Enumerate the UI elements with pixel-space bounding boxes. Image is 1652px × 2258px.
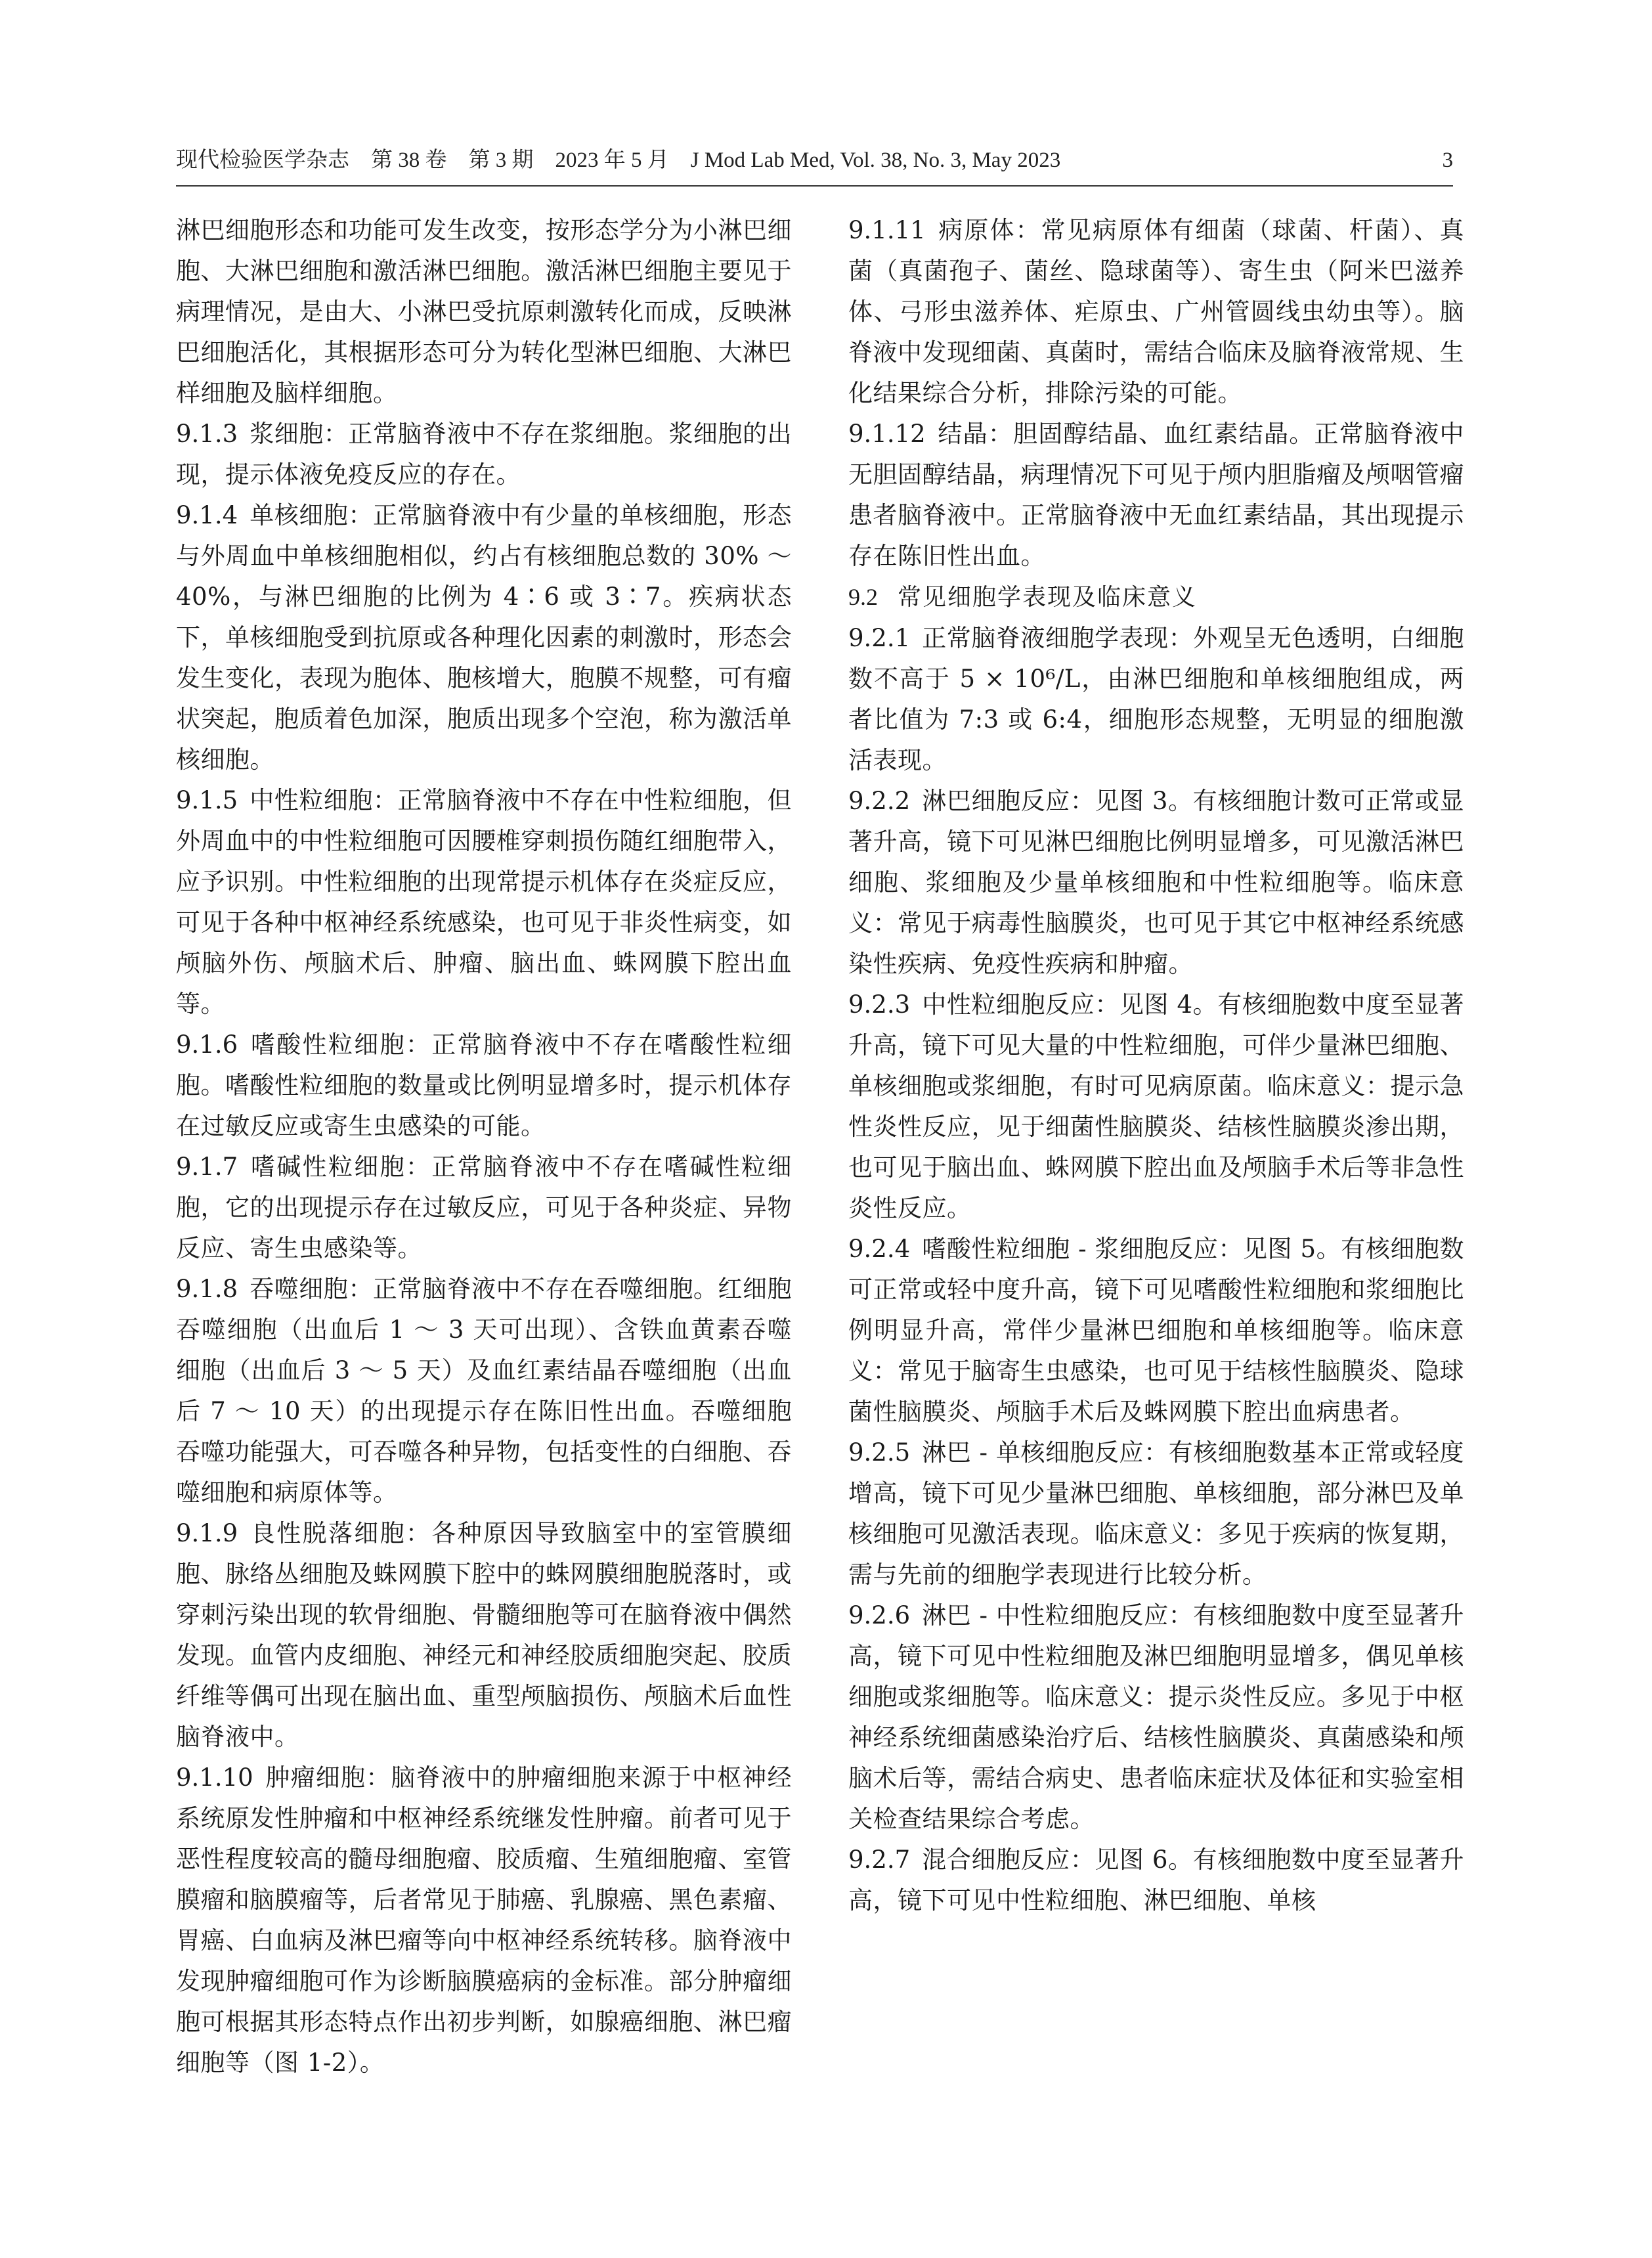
section-number: 9.2.3 — [848, 990, 911, 1019]
paragraph-text: 浆细胞：正常脑脊液中不存在浆细胞。浆细胞的出现，提示体液免疫反应的存在。 — [176, 420, 792, 489]
section-number: 9.1.9 — [176, 1519, 238, 1547]
paragraph-9-1-8 — [176, 1269, 792, 1513]
paragraph-text: 淋巴细胞形态和功能可发生改变，按形态学分为小淋巴细胞、大淋巴细胞和激活淋巴细胞。激活淋巴细胞主要见于病理情况，是由大、小淋巴受抗原刺激转化而成，反映淋巴细胞活化，其根据形态可分为转化型淋巴细胞、大淋巴样细胞及脑样细胞。 — [176, 216, 792, 407]
section-number: 9.1.4 — [176, 501, 238, 529]
paragraph-text: 淋巴 - 中性粒细胞反应：有核细胞数中度至显著升高，镜下可见中性粒细胞及淋巴细胞明显增多，偶见单核细胞或浆细胞等。临床意义：提示炎性反应。多见于中枢神经系统细菌感染治疗后、结核性脑膜炎、真菌感染和颅脑术后等，需结合病史、患者临床症状及体征和实验室相关检查结果综合考虑。 — [848, 1601, 1464, 1833]
paragraph-9-1-12 — [848, 414, 1464, 577]
paragraph-9-2-4 — [848, 1229, 1464, 1432]
section-number: 9.2.4 — [848, 1235, 911, 1263]
section-number: 9.1.6 — [176, 1030, 238, 1059]
paragraph-text: 混合细胞反应：见图 6。有核细胞数中度至显著升高，镜下可见中性粒细胞、淋巴细胞、单核 — [848, 1846, 1464, 1915]
paragraph-text: 肿瘤细胞：脑脊液中的肿瘤细胞来源于中枢神经系统原发性肿瘤和中枢神经系统继发性肿瘤。前者可见于恶性程度较高的髓母细胞瘤、胶质瘤、生殖细胞瘤、室管膜瘤和脑膜瘤等，后者常见于肺癌、乳腺癌、黑色素瘤、胃癌、白血病及淋巴瘤等向中枢神经系统转移。脑脊液中发现肿瘤细胞可作为诊断脑膜癌病的金标准。部分肿瘤细胞可根据其形态特点作出初步判断，如腺癌细胞、淋巴瘤细胞等（图 1-2）。 — [176, 1763, 792, 2077]
section-number: 9.2.5 — [848, 1438, 911, 1467]
paragraph-9-1-6 — [176, 1025, 792, 1147]
paragraph-9-1-7 — [176, 1147, 792, 1269]
paragraph-text: 嗜酸性粒细胞：正常脑脊液中不存在嗜酸性粒细胞。嗜酸性粒细胞的数量或比例明显增多时，提示机体存在过敏反应或寄生虫感染的可能。 — [176, 1030, 792, 1140]
paragraph-9-2-1 — [848, 618, 1464, 781]
paragraph-9-2-5 — [848, 1432, 1464, 1595]
paragraph-text: 淋巴 - 单核细胞反应：有核细胞数基本正常或轻度增高，镜下可见少量淋巴细胞、单核细胞，部分淋巴及单核细胞可见激活表现。临床意义：多见于疾病的恢复期，需与先前的细胞学表现进行比较分析。 — [848, 1438, 1464, 1589]
page-header — [176, 141, 1453, 180]
section-number: 9.1.11 — [848, 216, 926, 244]
paragraph-text: 结晶：胆固醇结晶、血红素结晶。正常脑脊液中无胆固醇结晶，病理情况下可见于颅内胆脂瘤及颅咽管瘤患者脑脊液中。正常脑脊液中无血红素结晶，其出现提示存在陈旧性出血。 — [848, 420, 1464, 570]
paragraph-text: 嗜碱性粒细胞：正常脑脊液中不存在嗜碱性粒细胞，它的出现提示存在过敏反应，可见于各种炎症、异物反应、寄生虫感染等。 — [176, 1153, 792, 1262]
section-number: 9.2 — [848, 584, 878, 610]
paragraph-9-1-11 — [848, 210, 1464, 414]
paragraph-text: 良性脱落细胞：各种原因导致脑室中的室管膜细胞、脉络丛细胞及蛛网膜下腔中的蛛网膜细胞脱落时，或穿刺污染出现的软骨细胞、骨髓细胞等可在脑脊液中偶然发现。血管内皮细胞、神经元和神经胶质细胞突起、胶质纤维等偶可出现在脑出血、重型颅脑损伤、颅脑术后血性脑脊液中。 — [176, 1519, 792, 1751]
paragraph-9-2-3 — [848, 985, 1464, 1229]
paragraph-text: 中性粒细胞反应：见图 4。有核细胞数中度至显著升高，镜下可见大量的中性粒细胞，可伴少量淋巴细胞、单核细胞或浆细胞，有时可见病原菌。临床意义：提示急性炎性反应，见于细菌性脑膜炎、结核性脑膜炎渗出期，也可见于脑出血、蛛网膜下腔出血及颅脑手术后等非急性炎性反应。 — [848, 990, 1464, 1222]
section-number: 9.1.8 — [176, 1275, 238, 1303]
paragraph-text: 中性粒细胞：正常脑脊液中不存在中性粒细胞，但外周血中的中性粒细胞可因腰椎穿刺损伤随红细胞带入，应予识别。中性粒细胞的出现常提示机体存在炎症反应，可见于各种中枢神经系统感染，也可见于非炎性病变，如颅脑外伤、颅脑术后、肿瘤、脑出血、蛛网膜下腔出血等。 — [176, 786, 792, 1018]
section-number: 9.1.10 — [176, 1763, 253, 1792]
right-column — [848, 210, 1464, 1921]
paragraph-text: 病原体：常见病原体有细菌（球菌、杆菌）、真菌（真菌孢子、菌丝、隐球菌等）、寄生虫（阿米巴滋养体、弓形虫滋养体、疟原虫、广州管圆线虫幼虫等）。脑脊液中发现细菌、真菌时，需结合临床及脑脊液常规、生化结果综合分析，排除污染的可能。 — [848, 216, 1464, 407]
section-number: 9.1.5 — [176, 786, 238, 814]
paragraph-lymphocyte-continued — [176, 210, 792, 414]
paragraph-text: 正常脑脊液细胞学表现：外观呈无色透明，白细胞数不高于 5 × 10⁶/L，由淋巴细胞和单核细胞组成，两者比值为 7:3 或 6:4，细胞形态规整，无明显的细胞激活表现。 — [848, 624, 1464, 774]
section-number: 9.1.7 — [176, 1153, 238, 1181]
paragraph-9-2-7 — [848, 1840, 1464, 1921]
section-number: 9.2.2 — [848, 787, 911, 815]
section-heading-text: 常见细胞学表现及临床意义 — [898, 584, 1198, 611]
section-number: 9.2.1 — [848, 624, 911, 652]
paragraph-9-1-4 — [176, 495, 792, 780]
paragraph-9-1-10 — [176, 1758, 792, 2083]
paragraph-text: 嗜酸性粒细胞 - 浆细胞反应：见图 5。有核细胞数可正常或轻中度升高，镜下可见嗜酸性粒细胞和浆细胞比例明显升高，常伴少量淋巴细胞和单核细胞等。临床意义：常见于脑寄生虫感染，也可见于结核性脑膜炎、隐球菌性脑膜炎、颅脑手术后及蛛网膜下腔出血病患者。 — [848, 1235, 1464, 1426]
paragraph-text: 吞噬细胞：正常脑脊液中不存在吞噬细胞。红细胞吞噬细胞（出血后 1 ～ 3 天可出现）、含铁血黄素吞噬细胞（出血后 3 ～ 5 天）及血红素结晶吞噬细胞（出血后 7 ～ 10 天）的出现提示存在陈旧性出血。吞噬细胞吞噬功能强大，可吞噬各种异物，包括变性的白细胞、吞噬细胞和病原体等。 — [176, 1275, 792, 1507]
paragraph-9-1-5 — [176, 780, 792, 1025]
paragraph-text: 淋巴细胞反应：见图 3。有核细胞计数可正常或显著升高，镜下可见淋巴细胞比例明显增多，可见激活淋巴细胞、浆细胞及少量单核细胞和中性粒细胞等。临床意义：常见于病毒性脑膜炎，也可见于其它中枢神经系统感染性疾病、免疫性疾病和肿瘤。 — [848, 787, 1464, 978]
section-number: 9.2.7 — [848, 1846, 911, 1874]
section-heading-9-2 — [848, 577, 1464, 618]
paragraph-9-2-6 — [848, 1595, 1464, 1840]
paragraph-9-2-2 — [848, 781, 1464, 985]
page-number: 3 — [1442, 148, 1453, 172]
paragraph-9-1-9 — [176, 1513, 792, 1758]
header-rule — [176, 185, 1453, 187]
left-column — [176, 210, 792, 2083]
section-number: 9.1.12 — [848, 420, 926, 448]
paragraph-text: 单核细胞：正常脑脊液中有少量的单核细胞，形态与外周血中单核细胞相似，约占有核细胞总数的 30% ～ 40%，与淋巴细胞的比例为 4∶6 或 3∶7。疾病状态下，单核细胞受到抗原或各种理化因素的刺激时，形态会发生变化，表现为胞体、胞核增大，胞膜不规整，可有瘤状突起，胞质着色加深，胞质出现多个空泡，称为激活单核细胞。 — [176, 501, 792, 774]
journal-citation-line: 现代检验医学杂志 第 38 卷 第 3 期 2023 年 5 月 J Mod Lab Med, Vol. 38, No. 3, May 2023 — [176, 148, 1061, 172]
section-number: 9.2.6 — [848, 1601, 911, 1629]
section-number: 9.1.3 — [176, 420, 238, 448]
paragraph-9-1-3 — [176, 414, 792, 495]
